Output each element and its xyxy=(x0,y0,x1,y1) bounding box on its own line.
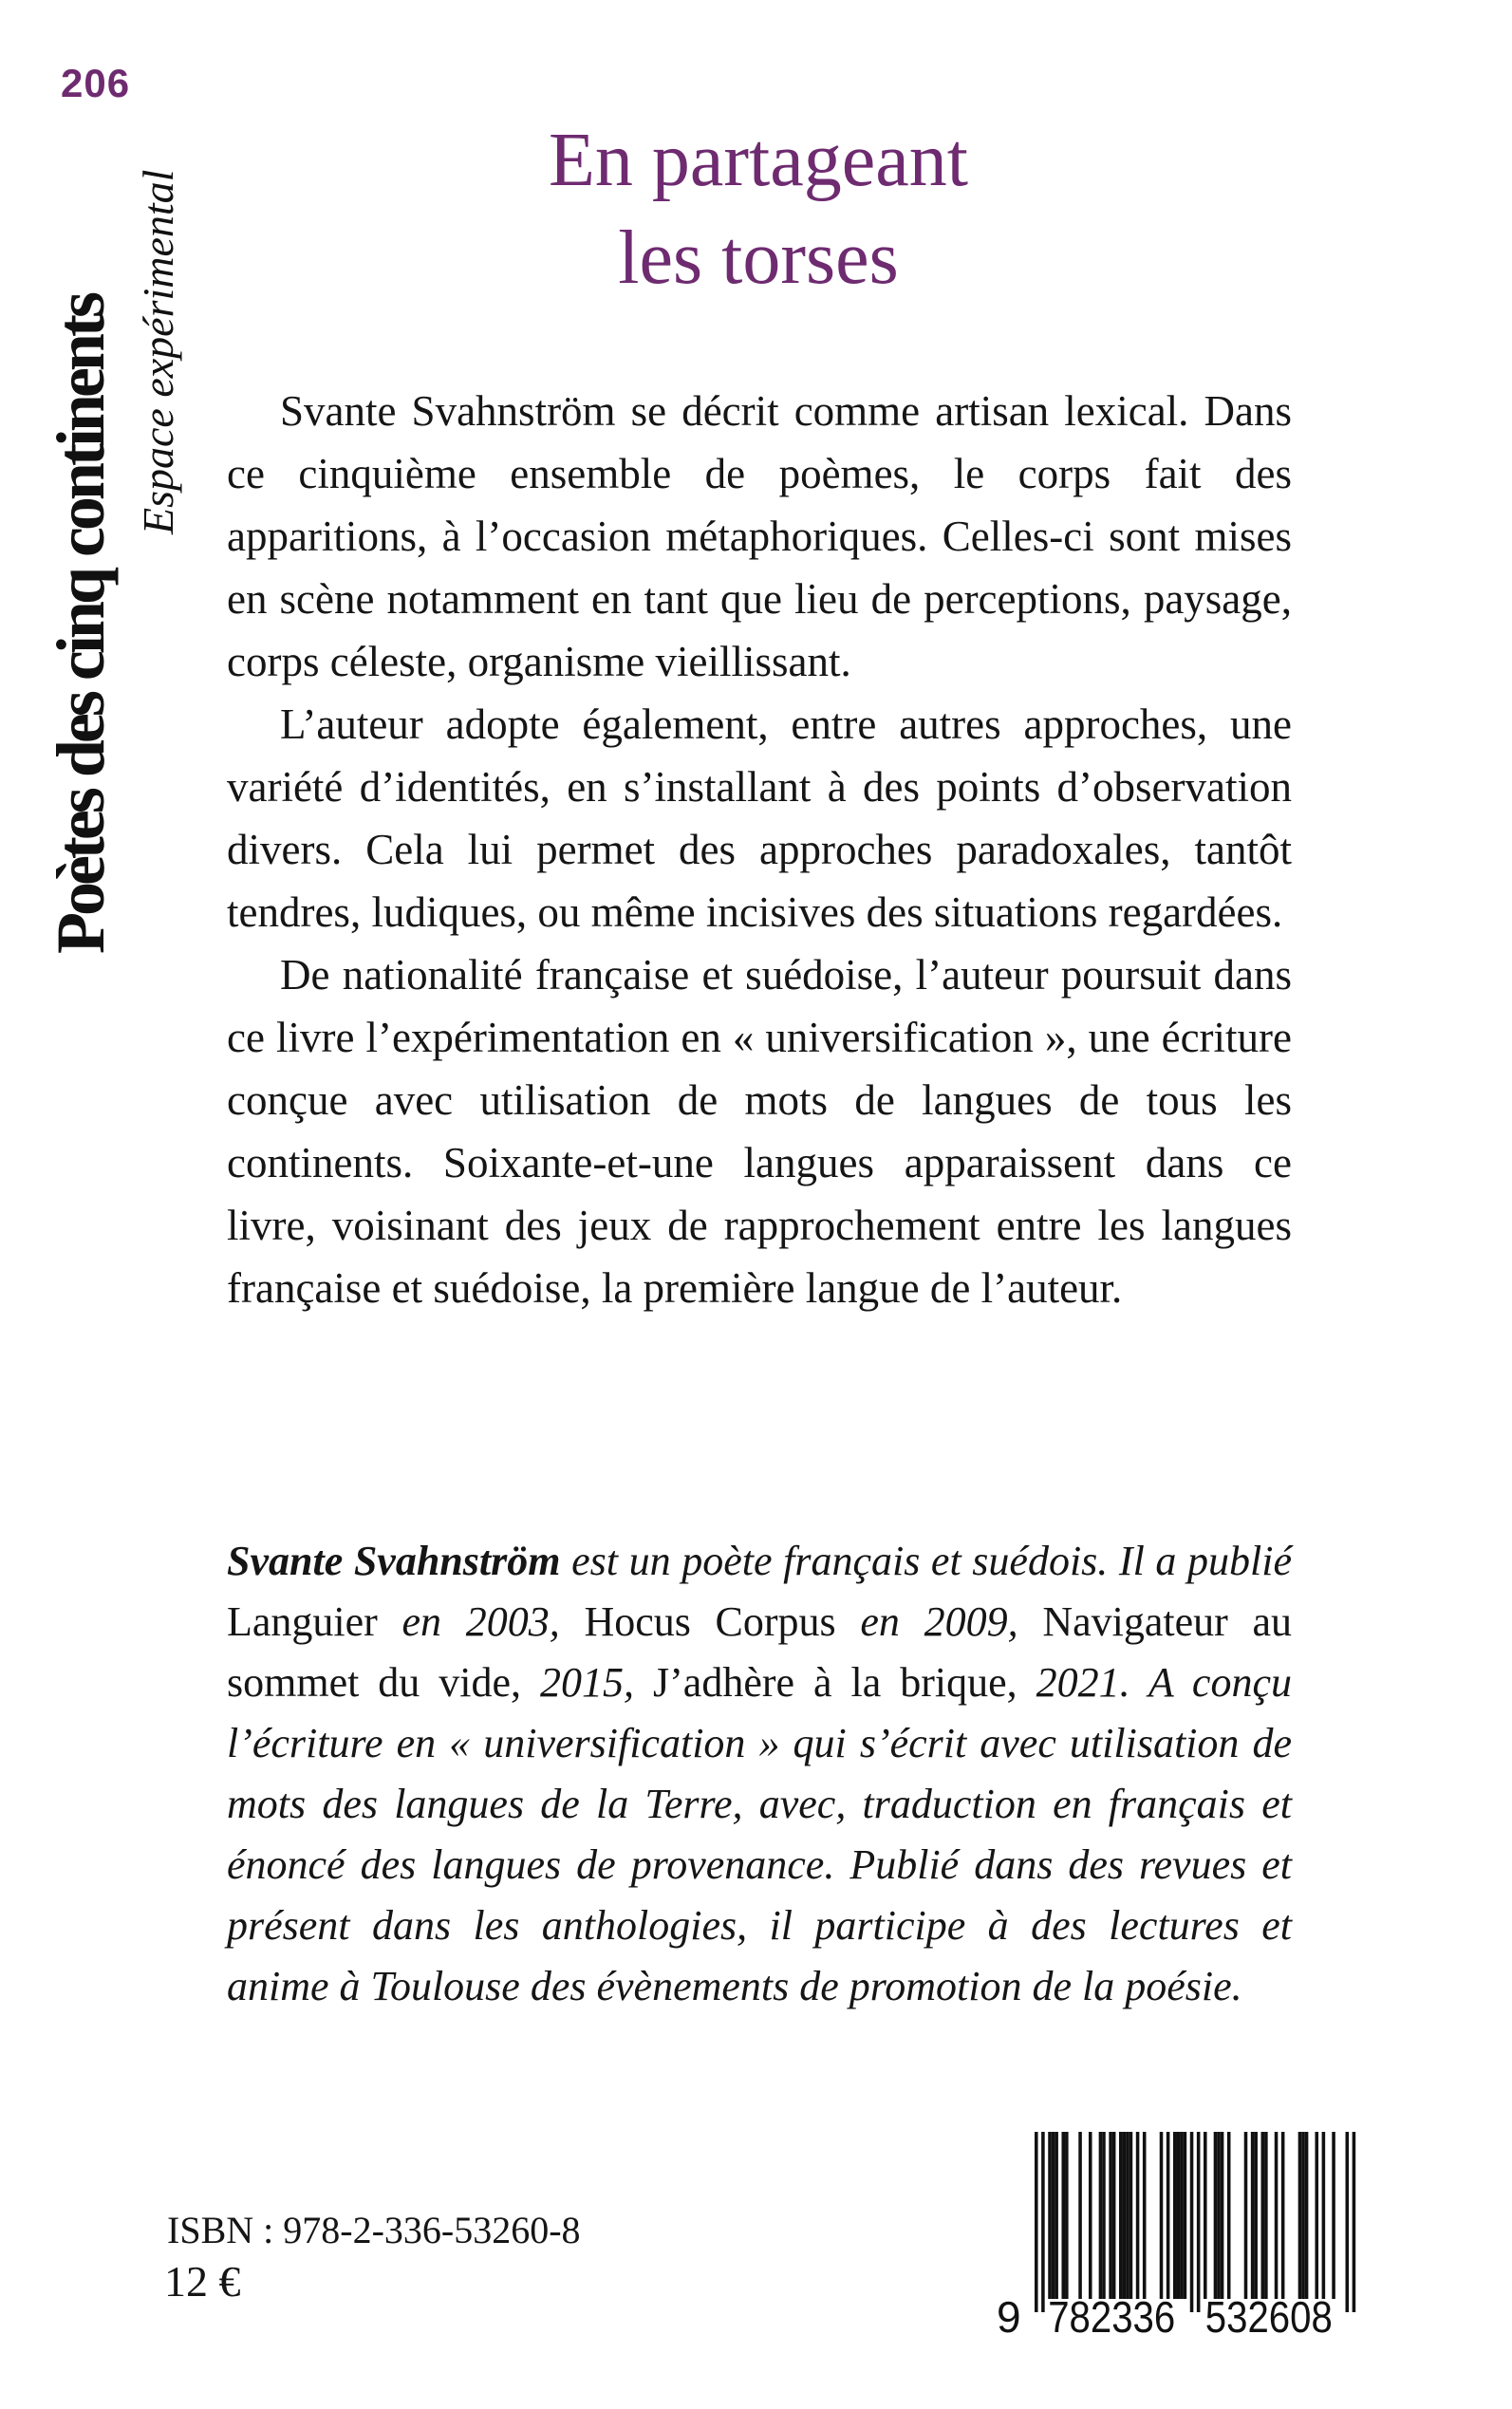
bio-segment: en 2009, xyxy=(835,1598,1043,1645)
bio-segment: est un poète français et suédois. Il a publié xyxy=(560,1538,1292,1584)
bio-segment: Svante Svahnström xyxy=(227,1538,561,1584)
svg-text:782336: 782336 xyxy=(1048,2292,1176,2336)
collection-subtitle-vertical: Espace expérimental xyxy=(134,169,182,534)
isbn-text: ISBN : 978-2-336-53260-8 xyxy=(167,2209,581,2251)
price-text: 12 € xyxy=(164,2257,241,2306)
collection-number: 206 xyxy=(61,61,131,105)
synopsis-paragraph: L’auteur adopte également, entre autres approches, une variété d’identités, en s’installant à des points d’observation divers. Cela lui permet des approches paradoxales, tantôt tendres, ludiques, ou même incisives des situations regardées. xyxy=(227,700,1292,936)
book-title-line2: les torses xyxy=(618,216,899,300)
bio-segment: 2021. A conçu l’écriture en « universification » qui s’écrit avec utilisation de mots des langues de la Terre, avec, traduction en français et énoncé des langues de provenance. Publié dans des revues et présent dans les anthologies, il participe à des lectures et anime à Toulouse des évènements de promotion de la poésie. xyxy=(227,1659,1292,2009)
book-title xyxy=(227,112,1290,308)
bio-segment: en 2003, xyxy=(377,1598,585,1645)
bio-segment: J’adhère à la brique, xyxy=(653,1659,1036,1706)
author-bio xyxy=(227,1531,1292,2017)
synopsis-paragraph: Svante Svahnström se décrit comme artisan lexical. Dans ce cinquième ensemble de poèmes, le corps fait des apparitions, à l’occasion métaphoriques. Celles-ci sont mises en scène notamment en tant que lieu de perceptions, paysage, corps céleste, organisme vieillissant. xyxy=(227,387,1292,685)
svg-text:532608: 532608 xyxy=(1204,2292,1333,2336)
bio-segment: 2015, xyxy=(540,1659,654,1706)
bio-segment: Navigateur au sommet du vide, xyxy=(227,1598,1293,1706)
bio-segment: Hocus Corpus xyxy=(584,1598,836,1645)
synopsis xyxy=(227,380,1292,1319)
svg-text:9: 9 xyxy=(997,2292,1021,2336)
ean13-barcode xyxy=(995,2132,1374,2336)
bio-segment: Languier xyxy=(227,1598,378,1645)
synopsis-paragraph: De nationalité française et suédoise, l’auteur poursuit dans ce livre l’expérimentation en « universification », une écriture conçue avec utilisation de mots de langues de tous les continents. Soixante-et-une langues apparaissent dans ce livre, voisinant des jeux de rapprochement entre les langues française et suédoise, la première langue de l’auteur. xyxy=(227,951,1292,1312)
collection-name-vertical: Poètes des cinq continents xyxy=(43,295,119,954)
book-title-line1: En partageant xyxy=(549,119,968,202)
